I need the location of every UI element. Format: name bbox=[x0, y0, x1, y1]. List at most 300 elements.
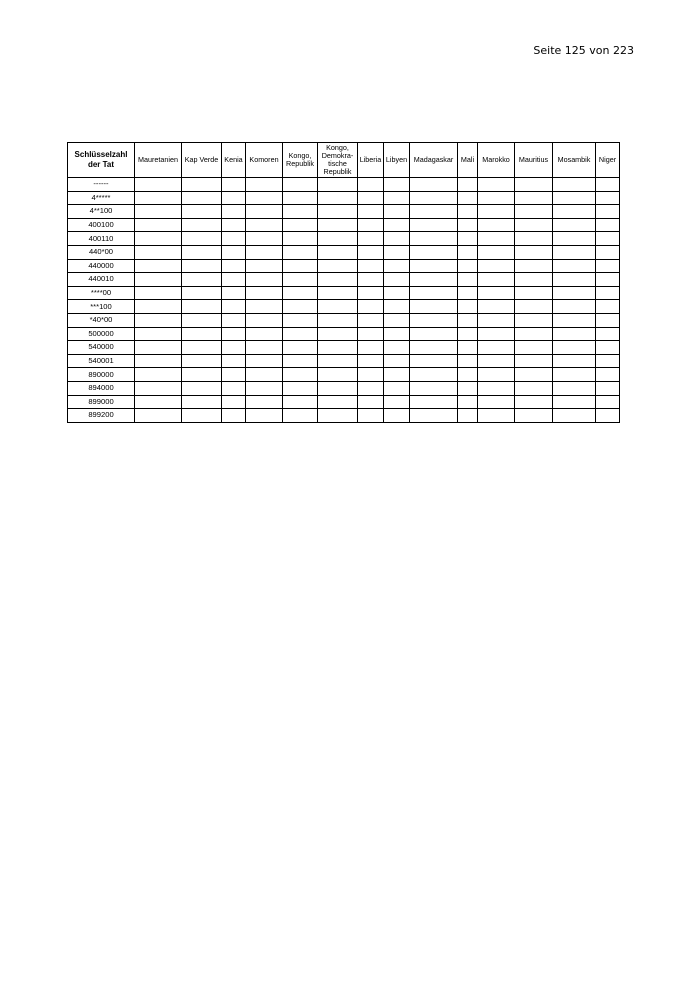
table-row bbox=[68, 313, 620, 327]
empty-cell bbox=[135, 300, 182, 314]
empty-cell bbox=[410, 381, 458, 395]
table-body bbox=[68, 178, 620, 423]
empty-cell bbox=[458, 178, 478, 192]
empty-cell bbox=[246, 354, 283, 368]
empty-cell bbox=[135, 218, 182, 232]
empty-cell bbox=[596, 218, 620, 232]
empty-cell bbox=[246, 273, 283, 287]
empty-cell bbox=[318, 327, 358, 341]
empty-cell bbox=[478, 205, 515, 219]
table-row bbox=[68, 245, 620, 259]
empty-cell bbox=[246, 178, 283, 192]
empty-cell bbox=[222, 245, 246, 259]
page-number: Seite 125 von 223 bbox=[533, 44, 634, 57]
empty-cell bbox=[384, 300, 410, 314]
empty-cell bbox=[410, 313, 458, 327]
empty-cell bbox=[515, 178, 553, 192]
empty-cell bbox=[182, 205, 222, 219]
empty-cell bbox=[135, 245, 182, 259]
empty-cell bbox=[182, 381, 222, 395]
empty-cell bbox=[410, 341, 458, 355]
empty-cell bbox=[318, 205, 358, 219]
empty-cell bbox=[515, 327, 553, 341]
empty-cell bbox=[478, 327, 515, 341]
empty-cell bbox=[283, 300, 318, 314]
empty-cell bbox=[596, 313, 620, 327]
column-header: Kenia bbox=[222, 143, 246, 178]
empty-cell bbox=[246, 395, 283, 409]
empty-cell bbox=[515, 273, 553, 287]
empty-cell bbox=[384, 368, 410, 382]
empty-cell bbox=[458, 245, 478, 259]
key-cell: 440000 bbox=[68, 259, 135, 273]
empty-cell bbox=[458, 205, 478, 219]
key-cell: ****00 bbox=[68, 286, 135, 300]
empty-cell bbox=[515, 245, 553, 259]
empty-cell bbox=[358, 232, 384, 246]
empty-cell bbox=[283, 313, 318, 327]
empty-cell bbox=[384, 273, 410, 287]
empty-cell bbox=[318, 300, 358, 314]
key-cell: 899200 bbox=[68, 409, 135, 423]
empty-cell bbox=[478, 191, 515, 205]
empty-cell bbox=[410, 218, 458, 232]
empty-cell bbox=[182, 232, 222, 246]
empty-cell bbox=[410, 354, 458, 368]
column-header: Mauritius bbox=[515, 143, 553, 178]
empty-cell bbox=[458, 354, 478, 368]
empty-cell bbox=[384, 286, 410, 300]
empty-cell bbox=[246, 327, 283, 341]
column-header: Mosambik bbox=[553, 143, 596, 178]
empty-cell bbox=[596, 232, 620, 246]
empty-cell bbox=[596, 259, 620, 273]
empty-cell bbox=[182, 341, 222, 355]
empty-cell bbox=[222, 395, 246, 409]
empty-cell bbox=[283, 259, 318, 273]
empty-cell bbox=[596, 327, 620, 341]
column-header: Libyen bbox=[384, 143, 410, 178]
empty-cell bbox=[596, 300, 620, 314]
empty-cell bbox=[283, 341, 318, 355]
empty-cell bbox=[135, 354, 182, 368]
empty-cell bbox=[553, 286, 596, 300]
column-header: Komoren bbox=[246, 143, 283, 178]
empty-cell bbox=[478, 286, 515, 300]
empty-cell bbox=[478, 354, 515, 368]
table-row bbox=[68, 218, 620, 232]
empty-cell bbox=[222, 409, 246, 423]
empty-cell bbox=[458, 313, 478, 327]
empty-cell bbox=[515, 205, 553, 219]
empty-cell bbox=[318, 381, 358, 395]
empty-cell bbox=[246, 205, 283, 219]
empty-cell bbox=[222, 218, 246, 232]
empty-cell bbox=[410, 191, 458, 205]
empty-cell bbox=[318, 178, 358, 192]
empty-cell bbox=[182, 191, 222, 205]
empty-cell bbox=[182, 259, 222, 273]
empty-cell bbox=[384, 381, 410, 395]
empty-cell bbox=[246, 191, 283, 205]
empty-cell bbox=[358, 409, 384, 423]
empty-cell bbox=[182, 178, 222, 192]
empty-cell bbox=[358, 300, 384, 314]
empty-cell bbox=[318, 395, 358, 409]
empty-cell bbox=[283, 178, 318, 192]
empty-cell bbox=[553, 381, 596, 395]
empty-cell bbox=[553, 259, 596, 273]
empty-cell bbox=[135, 286, 182, 300]
empty-cell bbox=[283, 395, 318, 409]
empty-cell bbox=[358, 273, 384, 287]
empty-cell bbox=[515, 218, 553, 232]
empty-cell bbox=[515, 368, 553, 382]
empty-cell bbox=[410, 259, 458, 273]
empty-cell bbox=[283, 327, 318, 341]
empty-cell bbox=[222, 313, 246, 327]
empty-cell bbox=[135, 395, 182, 409]
empty-cell bbox=[515, 300, 553, 314]
empty-cell bbox=[410, 286, 458, 300]
empty-cell bbox=[458, 273, 478, 287]
empty-cell bbox=[384, 178, 410, 192]
empty-cell bbox=[410, 300, 458, 314]
table-row bbox=[68, 205, 620, 219]
key-cell: 4***** bbox=[68, 191, 135, 205]
empty-cell bbox=[283, 191, 318, 205]
empty-cell bbox=[596, 395, 620, 409]
empty-cell bbox=[410, 409, 458, 423]
empty-cell bbox=[135, 273, 182, 287]
empty-cell bbox=[358, 205, 384, 219]
empty-cell bbox=[182, 409, 222, 423]
empty-cell bbox=[596, 178, 620, 192]
empty-cell bbox=[384, 313, 410, 327]
column-header: Niger bbox=[596, 143, 620, 178]
key-cell: 500000 bbox=[68, 327, 135, 341]
empty-cell bbox=[458, 300, 478, 314]
empty-cell bbox=[246, 259, 283, 273]
empty-cell bbox=[596, 273, 620, 287]
empty-cell bbox=[515, 232, 553, 246]
empty-cell bbox=[553, 354, 596, 368]
empty-cell bbox=[283, 218, 318, 232]
empty-cell bbox=[478, 273, 515, 287]
empty-cell bbox=[182, 286, 222, 300]
empty-cell bbox=[182, 218, 222, 232]
empty-cell bbox=[135, 191, 182, 205]
empty-cell bbox=[283, 273, 318, 287]
empty-cell bbox=[318, 273, 358, 287]
empty-cell bbox=[596, 286, 620, 300]
empty-cell bbox=[596, 191, 620, 205]
table-row bbox=[68, 286, 620, 300]
empty-cell bbox=[553, 273, 596, 287]
empty-cell bbox=[358, 327, 384, 341]
table-row bbox=[68, 178, 620, 192]
empty-cell bbox=[318, 191, 358, 205]
empty-cell bbox=[135, 368, 182, 382]
empty-cell bbox=[478, 381, 515, 395]
empty-cell bbox=[318, 232, 358, 246]
empty-cell bbox=[318, 368, 358, 382]
empty-cell bbox=[478, 409, 515, 423]
empty-cell bbox=[318, 259, 358, 273]
empty-cell bbox=[358, 313, 384, 327]
empty-cell bbox=[458, 395, 478, 409]
key-cell: *40*00 bbox=[68, 313, 135, 327]
empty-cell bbox=[553, 218, 596, 232]
key-cell: 540000 bbox=[68, 341, 135, 355]
empty-cell bbox=[553, 409, 596, 423]
column-header: Marokko bbox=[478, 143, 515, 178]
empty-cell bbox=[182, 395, 222, 409]
empty-cell bbox=[222, 368, 246, 382]
empty-cell bbox=[410, 395, 458, 409]
key-cell: 899000 bbox=[68, 395, 135, 409]
empty-cell bbox=[358, 341, 384, 355]
empty-cell bbox=[283, 409, 318, 423]
empty-cell bbox=[283, 381, 318, 395]
empty-cell bbox=[384, 354, 410, 368]
empty-cell bbox=[410, 232, 458, 246]
empty-cell bbox=[458, 409, 478, 423]
empty-cell bbox=[458, 341, 478, 355]
empty-cell bbox=[478, 341, 515, 355]
empty-cell bbox=[410, 178, 458, 192]
table-row bbox=[68, 341, 620, 355]
column-header: Mauretanien bbox=[135, 143, 182, 178]
table-row bbox=[68, 191, 620, 205]
empty-cell bbox=[553, 245, 596, 259]
empty-cell bbox=[515, 341, 553, 355]
empty-cell bbox=[182, 327, 222, 341]
empty-cell bbox=[553, 191, 596, 205]
empty-cell bbox=[596, 368, 620, 382]
key-cell: 400100 bbox=[68, 218, 135, 232]
table-row bbox=[68, 273, 620, 287]
empty-cell bbox=[358, 191, 384, 205]
empty-cell bbox=[478, 313, 515, 327]
empty-cell bbox=[182, 273, 222, 287]
empty-cell bbox=[596, 341, 620, 355]
empty-cell bbox=[515, 286, 553, 300]
empty-cell bbox=[596, 409, 620, 423]
empty-cell bbox=[135, 232, 182, 246]
empty-cell bbox=[222, 300, 246, 314]
column-header: Madagaskar bbox=[410, 143, 458, 178]
empty-cell bbox=[458, 259, 478, 273]
table-row bbox=[68, 300, 620, 314]
empty-cell bbox=[384, 327, 410, 341]
column-header: Kongo, Republik bbox=[283, 143, 318, 178]
empty-cell bbox=[410, 205, 458, 219]
empty-cell bbox=[222, 286, 246, 300]
empty-cell bbox=[410, 273, 458, 287]
empty-cell bbox=[384, 218, 410, 232]
empty-cell bbox=[458, 368, 478, 382]
empty-cell bbox=[358, 286, 384, 300]
empty-cell bbox=[458, 232, 478, 246]
key-cell: 400110 bbox=[68, 232, 135, 246]
empty-cell bbox=[222, 178, 246, 192]
empty-cell bbox=[222, 232, 246, 246]
empty-cell bbox=[222, 273, 246, 287]
empty-cell bbox=[283, 368, 318, 382]
empty-cell bbox=[553, 368, 596, 382]
empty-cell bbox=[384, 409, 410, 423]
empty-cell bbox=[135, 178, 182, 192]
key-cell: ------ bbox=[68, 178, 135, 192]
empty-cell bbox=[318, 341, 358, 355]
empty-cell bbox=[283, 286, 318, 300]
empty-cell bbox=[318, 313, 358, 327]
empty-cell bbox=[222, 191, 246, 205]
empty-cell bbox=[318, 218, 358, 232]
empty-cell bbox=[478, 259, 515, 273]
key-cell: 440010 bbox=[68, 273, 135, 287]
empty-cell bbox=[410, 368, 458, 382]
empty-cell bbox=[222, 341, 246, 355]
empty-cell bbox=[283, 232, 318, 246]
header-row bbox=[68, 143, 620, 178]
empty-cell bbox=[515, 354, 553, 368]
empty-cell bbox=[222, 327, 246, 341]
empty-cell bbox=[318, 354, 358, 368]
key-cell: 540001 bbox=[68, 354, 135, 368]
empty-cell bbox=[246, 313, 283, 327]
empty-cell bbox=[553, 178, 596, 192]
empty-cell bbox=[318, 409, 358, 423]
empty-cell bbox=[358, 381, 384, 395]
empty-cell bbox=[515, 395, 553, 409]
empty-cell bbox=[222, 381, 246, 395]
empty-cell bbox=[553, 300, 596, 314]
empty-cell bbox=[135, 381, 182, 395]
key-cell: 890000 bbox=[68, 368, 135, 382]
empty-cell bbox=[358, 368, 384, 382]
empty-cell bbox=[515, 259, 553, 273]
key-column-header: Schlüsselzahl der Tat bbox=[68, 143, 135, 178]
empty-cell bbox=[358, 354, 384, 368]
empty-cell bbox=[246, 368, 283, 382]
table-row bbox=[68, 368, 620, 382]
key-cell: 894000 bbox=[68, 381, 135, 395]
empty-cell bbox=[515, 381, 553, 395]
empty-cell bbox=[596, 354, 620, 368]
empty-cell bbox=[458, 218, 478, 232]
empty-cell bbox=[384, 191, 410, 205]
empty-cell bbox=[222, 205, 246, 219]
empty-cell bbox=[222, 259, 246, 273]
empty-cell bbox=[384, 205, 410, 219]
table-row bbox=[68, 395, 620, 409]
empty-cell bbox=[384, 232, 410, 246]
column-header: Liberia bbox=[358, 143, 384, 178]
empty-cell bbox=[135, 409, 182, 423]
empty-cell bbox=[182, 313, 222, 327]
empty-cell bbox=[384, 395, 410, 409]
empty-cell bbox=[553, 341, 596, 355]
table-row bbox=[68, 232, 620, 246]
table-row bbox=[68, 327, 620, 341]
empty-cell bbox=[596, 205, 620, 219]
empty-cell bbox=[478, 218, 515, 232]
empty-cell bbox=[246, 232, 283, 246]
empty-cell bbox=[553, 313, 596, 327]
empty-cell bbox=[410, 245, 458, 259]
empty-cell bbox=[410, 327, 458, 341]
empty-cell bbox=[283, 354, 318, 368]
empty-cell bbox=[596, 245, 620, 259]
empty-cell bbox=[458, 191, 478, 205]
empty-cell bbox=[283, 205, 318, 219]
empty-cell bbox=[478, 300, 515, 314]
empty-cell bbox=[222, 354, 246, 368]
empty-cell bbox=[478, 178, 515, 192]
empty-cell bbox=[384, 245, 410, 259]
empty-cell bbox=[358, 218, 384, 232]
empty-cell bbox=[515, 313, 553, 327]
empty-cell bbox=[384, 341, 410, 355]
empty-cell bbox=[458, 381, 478, 395]
empty-cell bbox=[182, 300, 222, 314]
empty-cell bbox=[246, 218, 283, 232]
column-header: Kap Verde bbox=[182, 143, 222, 178]
empty-cell bbox=[478, 232, 515, 246]
empty-cell bbox=[358, 395, 384, 409]
empty-cell bbox=[553, 395, 596, 409]
empty-cell bbox=[246, 286, 283, 300]
empty-cell bbox=[478, 368, 515, 382]
empty-cell bbox=[135, 341, 182, 355]
empty-cell bbox=[135, 327, 182, 341]
table-row bbox=[68, 409, 620, 423]
country-key-table bbox=[67, 142, 620, 423]
empty-cell bbox=[553, 205, 596, 219]
empty-cell bbox=[283, 245, 318, 259]
empty-cell bbox=[246, 381, 283, 395]
empty-cell bbox=[384, 259, 410, 273]
empty-cell bbox=[246, 245, 283, 259]
key-cell: 440*00 bbox=[68, 245, 135, 259]
empty-cell bbox=[515, 409, 553, 423]
empty-cell bbox=[458, 286, 478, 300]
empty-cell bbox=[135, 205, 182, 219]
empty-cell bbox=[358, 178, 384, 192]
empty-cell bbox=[478, 245, 515, 259]
key-cell: ***100 bbox=[68, 300, 135, 314]
empty-cell bbox=[182, 368, 222, 382]
empty-cell bbox=[358, 245, 384, 259]
empty-cell bbox=[553, 327, 596, 341]
empty-cell bbox=[318, 286, 358, 300]
empty-cell bbox=[478, 395, 515, 409]
empty-cell bbox=[246, 409, 283, 423]
empty-cell bbox=[182, 245, 222, 259]
empty-cell bbox=[553, 232, 596, 246]
column-header: Kongo, Demokra-tische Republik bbox=[318, 143, 358, 178]
key-cell: 4**100 bbox=[68, 205, 135, 219]
empty-cell bbox=[318, 245, 358, 259]
empty-cell bbox=[246, 300, 283, 314]
empty-cell bbox=[246, 341, 283, 355]
empty-cell bbox=[358, 259, 384, 273]
empty-cell bbox=[182, 354, 222, 368]
column-header: Mali bbox=[458, 143, 478, 178]
empty-cell bbox=[135, 259, 182, 273]
